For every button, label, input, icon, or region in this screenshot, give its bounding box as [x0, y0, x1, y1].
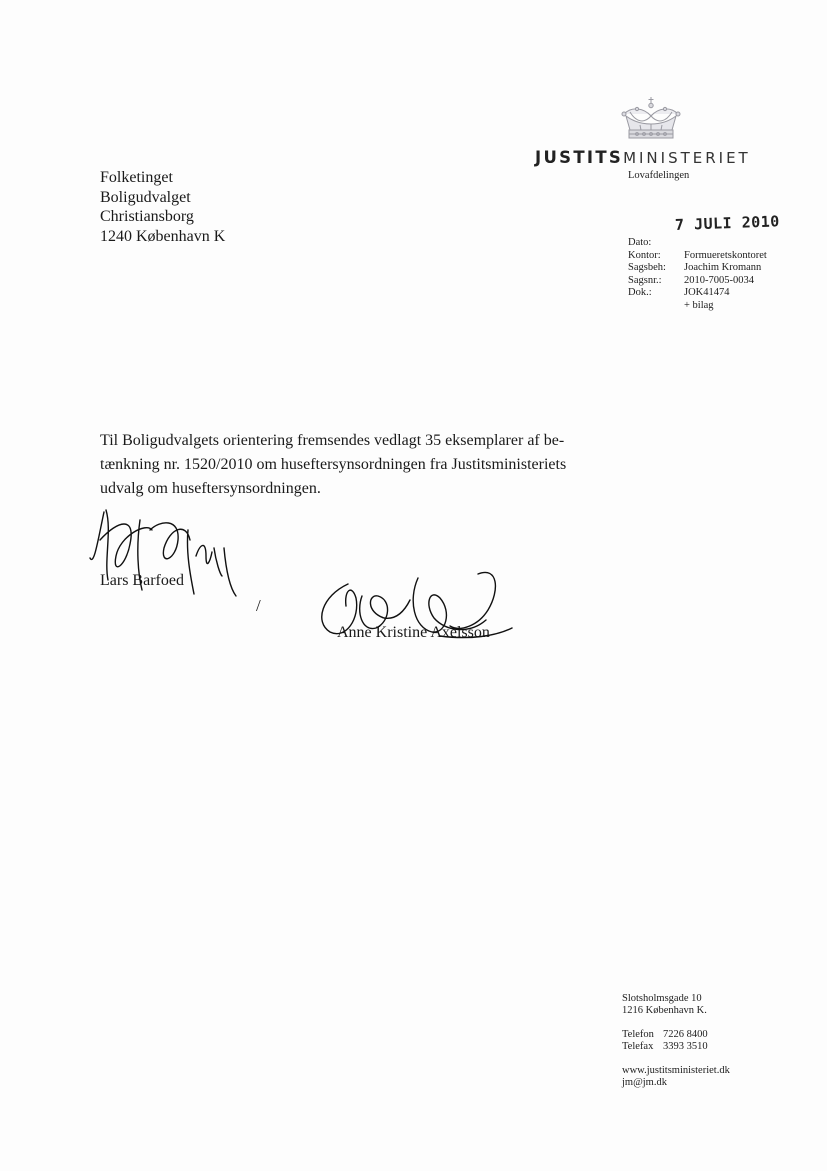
- meta-key: Kontor:: [628, 249, 661, 261]
- signer-name-1: Lars Barfoed: [100, 572, 184, 589]
- meta-key: Dok.:: [628, 287, 652, 299]
- meta-key: Sagsbeh:: [628, 262, 666, 274]
- footer-phone: 7226 8400: [663, 1028, 708, 1040]
- body-line: udvalg om huseftersynsordningen.: [100, 480, 321, 498]
- meta-row-caseworker: [628, 262, 767, 275]
- footer-street: Slotsholmsgade 10: [622, 993, 702, 1004]
- recipient-line: Boligudvalget: [100, 188, 191, 206]
- crown-logo-icon: [620, 96, 682, 142]
- date-stamp: 7 JULI 2010: [674, 212, 781, 234]
- footer-phone-row: [622, 1029, 730, 1041]
- meta-row-case-number: [628, 275, 767, 288]
- meta-key: Dato:: [628, 237, 652, 248]
- meta-row-office: [628, 250, 767, 263]
- footer-email-link[interactable]: jm@jm.dk: [622, 1077, 667, 1089]
- footer-website-link[interactable]: www.justitsministeriet.dk: [622, 1064, 730, 1076]
- footer-phone-label: Telefon: [622, 1028, 654, 1040]
- department-name: Lovafdelingen: [628, 170, 690, 181]
- meta-value: 2010-7005-0034: [684, 274, 754, 286]
- ministry-heading-light: MINISTERIET: [623, 149, 751, 167]
- meta-row-date: [628, 237, 767, 250]
- meta-key: Sagsnr.:: [628, 274, 662, 286]
- case-metadata: [628, 237, 767, 313]
- contact-footer: [622, 993, 730, 1089]
- meta-key: [628, 300, 684, 313]
- meta-value: JOK41474: [684, 287, 730, 299]
- meta-value: Formueretskontoret: [684, 249, 767, 261]
- letter-body: [100, 429, 620, 502]
- meta-value: + bilag: [684, 299, 714, 311]
- recipient-line: Christiansborg: [100, 208, 194, 226]
- signer-name-2: Anne Kristine Axelsson: [337, 624, 490, 641]
- body-line: Til Boligudvalgets orientering fremsendes vedlagt 35 eksemplarer af be-: [100, 432, 565, 449]
- signature-separator: /: [256, 596, 261, 615]
- ministry-heading-bold: JUSTITS: [535, 148, 624, 167]
- recipient-line: 1240 København K: [100, 227, 226, 245]
- footer-fax-row: [622, 1041, 730, 1053]
- body-line: tænkning nr. 1520/2010 om huseftersynsordningen fra Justitsministeriets: [100, 456, 567, 474]
- footer-city: 1216 København K.: [622, 1005, 707, 1017]
- meta-row-enclosure: [628, 300, 767, 313]
- ministry-heading: [535, 148, 795, 168]
- recipient-line: Folketinget: [100, 169, 173, 186]
- footer-fax-label: Telefax: [622, 1041, 654, 1053]
- meta-row-document: [628, 287, 767, 300]
- meta-value: Joachim Kromann: [684, 262, 762, 274]
- footer-fax: 3393 3510: [663, 1041, 708, 1053]
- recipient-address: [100, 168, 225, 246]
